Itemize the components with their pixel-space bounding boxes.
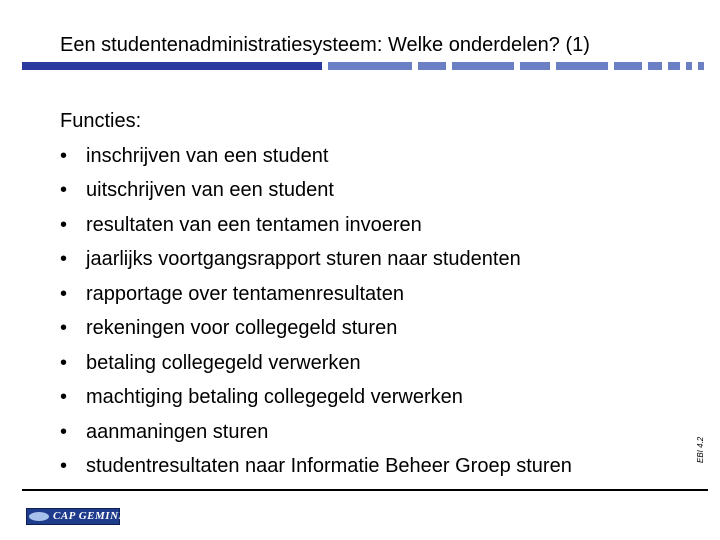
logo-wordmark: CAP GEMINI <box>53 510 124 522</box>
bullet: • <box>60 179 68 201</box>
function-list <box>60 139 572 484</box>
bullet: • <box>60 282 68 305</box>
bullet: • <box>60 317 68 339</box>
list-item <box>60 449 572 484</box>
list-item <box>60 139 572 174</box>
list-item <box>60 242 572 277</box>
cap-gemini-logo <box>26 508 124 525</box>
slide-code-label: EBI 4.2 <box>696 436 705 463</box>
footer-divider <box>22 489 708 491</box>
title-bar-segment <box>556 62 608 70</box>
title-bar-solid <box>22 62 322 70</box>
list-item-text: jaarlijks voortgangsrapport sturen naar studenten <box>86 248 521 270</box>
title-bar-segment <box>698 62 704 70</box>
list-item-text: rapportage over tentamenresultaten <box>86 282 404 305</box>
list-item <box>60 311 572 346</box>
list-item-text: machtiging betaling collegegeld verwerken <box>86 386 463 408</box>
bullet: • <box>60 455 68 477</box>
list-item <box>60 415 572 450</box>
list-item-text: inschrijven van een student <box>86 144 329 167</box>
list-item <box>60 380 572 415</box>
list-item-text: studentresultaten naar Informatie Beheer Groep sturen <box>86 455 572 477</box>
intro-text: Functies: <box>60 110 142 132</box>
title-bar-segment <box>648 62 662 70</box>
title-bar-segment <box>520 62 550 70</box>
bullet: • <box>60 351 68 374</box>
list-item <box>60 173 572 208</box>
list-item <box>60 208 572 243</box>
title-bar-segment <box>668 62 680 70</box>
list-item-text: resultaten van een tentamen invoeren <box>86 213 422 236</box>
title-bar-segment <box>328 62 412 70</box>
list-item-text: aanmaningen sturen <box>86 420 269 443</box>
logo-emblem-icon <box>29 512 49 521</box>
slide-title: Een studentenadministratiesysteem: Welke onderdelen? (1) <box>60 34 590 56</box>
bullet: • <box>60 386 68 408</box>
list-item <box>60 277 572 312</box>
list-item <box>60 346 572 381</box>
title-underline-bar <box>22 62 698 70</box>
slide-content <box>60 104 572 484</box>
list-item-text: rekeningen voor collegegeld sturen <box>86 317 398 339</box>
title-bar-segment <box>452 62 514 70</box>
bullet: • <box>60 248 68 270</box>
bullet: • <box>60 144 68 167</box>
title-bar-segment <box>614 62 642 70</box>
list-item-text: betaling collegegeld verwerken <box>86 351 361 374</box>
title-bar-segment <box>418 62 446 70</box>
bullet: • <box>60 213 68 236</box>
bullet: • <box>60 420 68 443</box>
list-item-text: uitschrijven van een student <box>86 179 334 201</box>
title-bar-segment <box>686 62 692 70</box>
